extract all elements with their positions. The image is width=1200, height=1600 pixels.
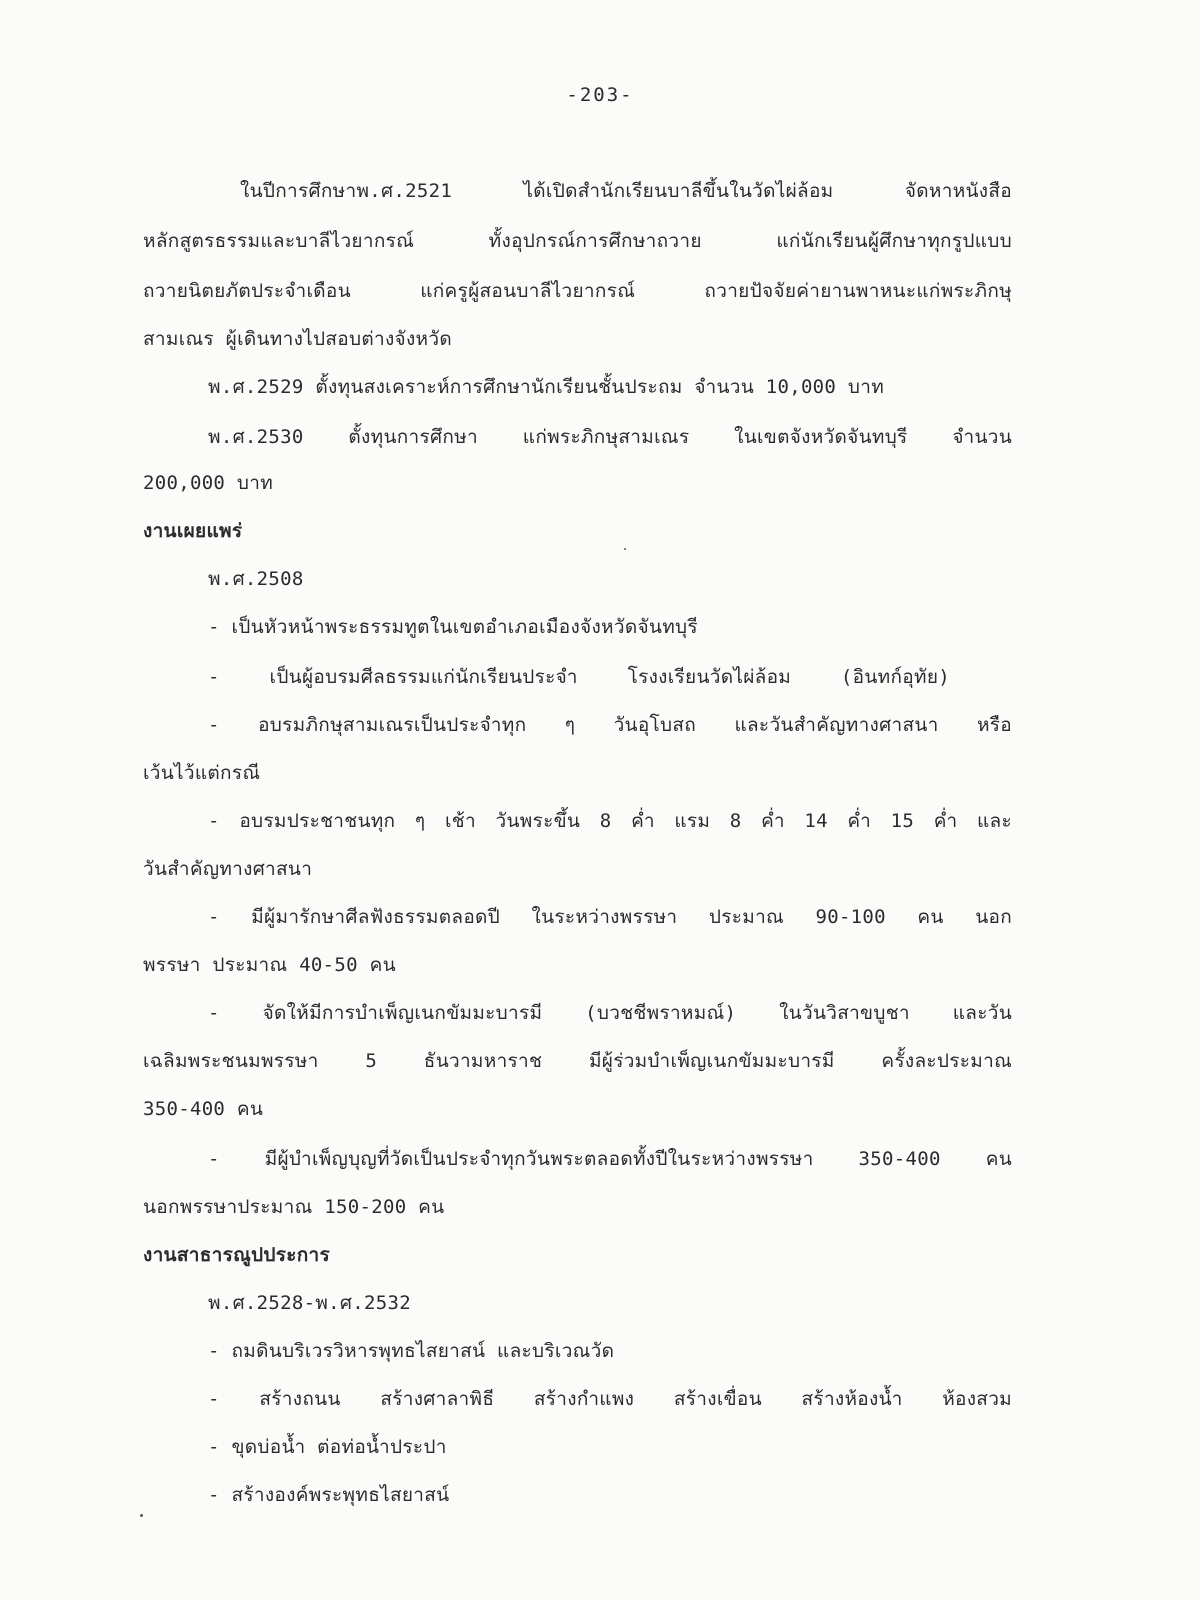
- paragraph-line: เว้นไว้แต่กรณี: [143, 762, 261, 784]
- paragraph-line: พ.ศ.2530 ตั้งทุนการศึกษา แก่พระภิกษุสามเณร ในเขตจังหวัดจันทบุรี จำนวน: [208, 426, 1012, 448]
- scan-speck: [624, 548, 626, 550]
- paragraph-line: พ.ศ.2529 ตั้งทุนสงเคราะห์การศึกษานักเรียนชั้นประถม จำนวน 10,000 บาท: [208, 376, 885, 398]
- list-item: - อบรมประชาชนทุก ๆ เช้า วันพระขึ้น 8 ค่ำ แรม 8 ค่ำ 14 ค่ำ 15 ค่ำ และ: [208, 810, 1012, 832]
- year-label: พ.ศ.2508: [208, 568, 304, 590]
- paragraph-line: นอกพรรษาประมาณ 150-200 คน: [143, 1196, 445, 1218]
- paragraph-line: เฉลิมพระชนมพรรษา 5 ธันวามหาราช มีผู้ร่วมบำเพ็ญเนกขัมมะบารมี ครั้งละประมาณ: [143, 1050, 1012, 1072]
- list-item: - สร้างถนน สร้างศาลาพิธี สร้างกำแพง สร้างเขื่อน สร้างห้องน้ำ ห้องสวม: [208, 1388, 1012, 1410]
- list-item: - เป็นหัวหน้าพระธรรมทูตในเขตอำเภอเมืองจังหวัดจันทบุรี: [208, 616, 698, 638]
- page-number: -203-: [566, 84, 634, 106]
- paragraph-line: พรรษา ประมาณ 40-50 คน: [143, 954, 396, 976]
- list-item: - ขุดบ่อน้ำ ต่อท่อน้ำประปา: [208, 1436, 447, 1458]
- list-item: - จัดให้มีการบำเพ็ญเนกขัมมะบารมี (บวชชีพราหมณ์) ในวันวิสาขบูชา และวัน: [208, 1002, 1012, 1024]
- paragraph-line: วันสำคัญทางศาสนา: [143, 858, 313, 880]
- scan-speck: [140, 1514, 143, 1517]
- list-item: - เป็นผู้อบรมศีลธรรมแก่นักเรียนประจำ โรงงเรียนวัดไผ่ล้อม (อินทก์อุทัย): [208, 666, 950, 688]
- year-label: พ.ศ.2528-พ.ศ.2532: [208, 1292, 411, 1314]
- section-heading: งานเผยแพร่: [143, 520, 243, 542]
- paragraph-line: 200,000 บาท: [143, 472, 274, 494]
- list-item: - มีผู้มารักษาศีลฟังธรรมตลอดปี ในระหว่างพรรษา ประมาณ 90-100 คน นอก: [208, 906, 1012, 928]
- paragraph-line: สามเณร ผู้เดินทางไปสอบต่างจังหวัด: [143, 328, 452, 350]
- list-item: - สร้างองค์พระพุทธไสยาสน์: [208, 1484, 450, 1506]
- list-item: - ถมดินบริเวรวิหารพุทธไสยาสน์ และบริเวณวัด: [208, 1340, 615, 1362]
- section-heading: งานสาธารณูปประการ: [143, 1244, 331, 1266]
- paragraph-line: 350-400 คน: [143, 1098, 264, 1120]
- list-item: - มีผู้บำเพ็ญบุญที่วัดเป็นประจำทุกวันพระตลอดทั้งปีในระหว่างพรรษา 350-400 คน: [208, 1148, 1012, 1170]
- paragraph-line: หลักสูตรธรรมและบาลีไวยากรณ์ ทั้งอุปกรณ์การศึกษาถวาย แก่นักเรียนผู้ศึกษาทุกรูปแบบ: [143, 230, 1012, 252]
- paragraph-line: ในปีการศึกษาพ.ศ.2521 ได้เปิดสำนักเรียนบาลีขึ้นในวัดไผ่ล้อม จัดหาหนังสือ: [240, 180, 1012, 202]
- paragraph-line: ถวายนิตยภัตประจำเดือน แก่ครูผู้สอนบาลีไวยากรณ์ ถวายปัจจัยค่ายานพาหนะแก่พระภิกษุ: [143, 280, 1012, 302]
- list-item: - อบรมภิกษุสามเณรเป็นประจำทุก ๆ วันอุโบสถ และวันสำคัญทางศาสนา หรือ: [208, 714, 1012, 736]
